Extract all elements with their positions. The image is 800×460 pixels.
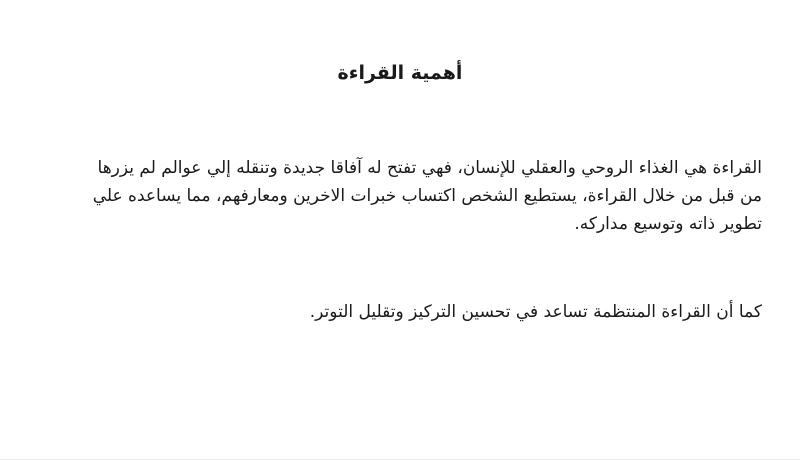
paragraph-line: تطوير ذاته وتوسيع مداركه. — [574, 214, 762, 234]
paragraph-line: كما أن القراءة المنتظمة تساعد في تحسين التركيز وتقليل التوتر. — [309, 302, 762, 322]
paragraph-line: القراءة هي الغذاء الروحي والعقلي للإنسان، فهي تفتح له آفاقا جديدة وتنقله إلي عوالم لم يزرها — [97, 158, 762, 178]
page-title: أهمية القراءة — [337, 62, 463, 84]
paragraph-1 — [22, 154, 762, 238]
paragraph-2 — [22, 298, 762, 326]
paragraph-line: من قبل من خلال القراءة، يستطيع الشخص اكتساب خبرات الاخرين ومعارفهم، مما يساعده علي — [92, 186, 762, 206]
